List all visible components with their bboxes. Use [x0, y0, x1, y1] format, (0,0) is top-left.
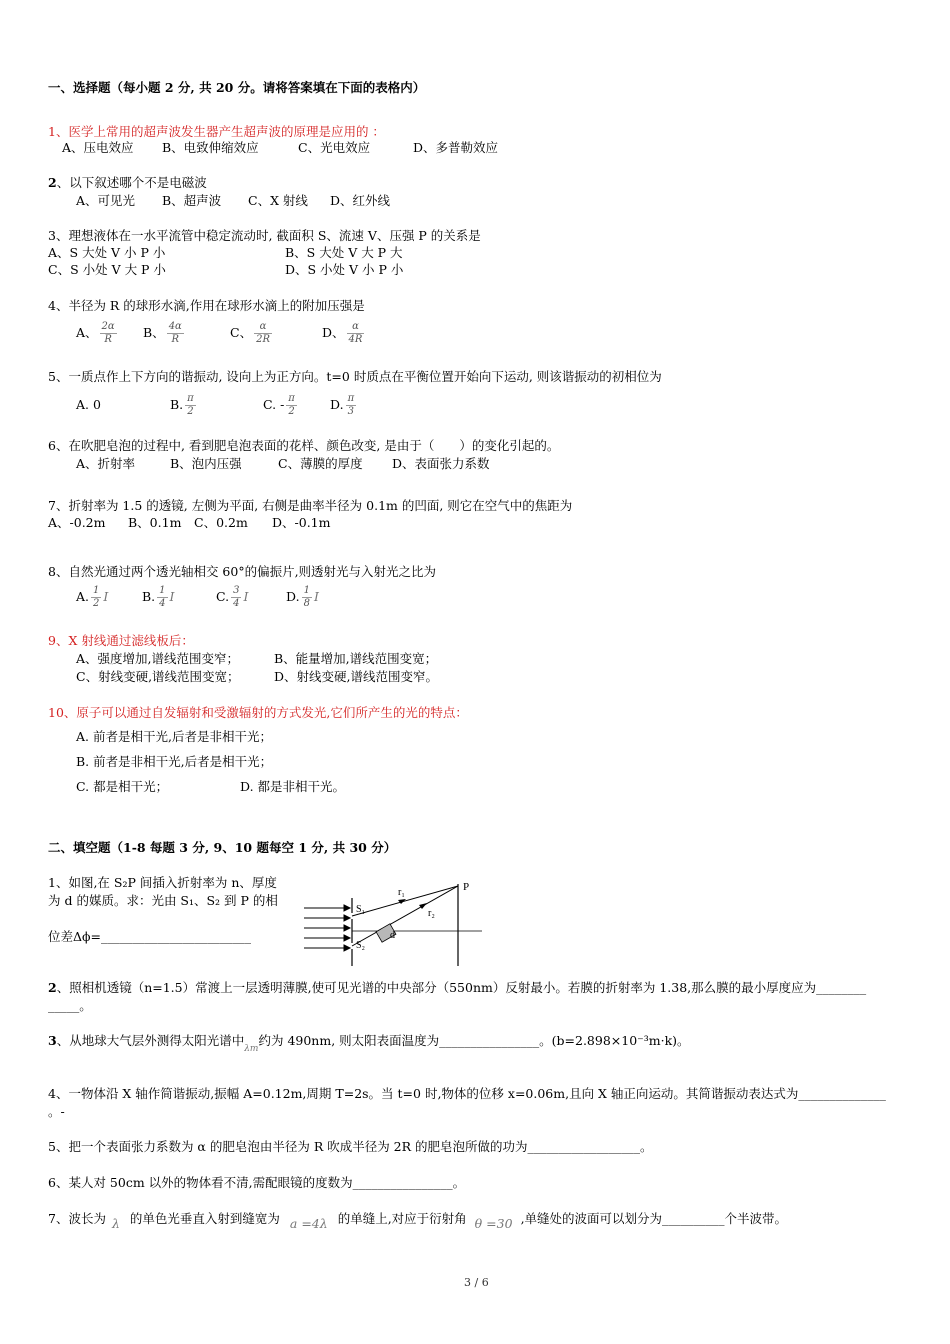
f3-number: 3 [48, 1033, 57, 1048]
f4-line2: 。- [48, 1104, 65, 1119]
q1-option-d: D、多普勒效应 [413, 140, 499, 155]
q1-option-b: B、电致伸缩效应 [162, 140, 259, 155]
q2-option-b: B、超声波 [162, 193, 222, 208]
label-s1: S₁ [356, 904, 366, 915]
q4-b-fraction: $\frac{4\alpha}{R}$ [168, 321, 182, 345]
q6-stem: 6、在吹肥皂泡的过程中, 看到肥皂泡表面的花样、颜色改变, 是由于（ ）的变化引起的。 [48, 438, 560, 453]
q3-option-b: B、S 大处 V 大 P 大 [285, 245, 403, 260]
q5-option-c: C. - $\frac{\pi}{2}$ [263, 393, 295, 417]
q5-b-fraction: $\frac{\pi}{2}$ [187, 393, 194, 417]
q4-option-a: A、 $\frac{2\alpha}{R}$ [76, 321, 115, 345]
q6-option-b: B、泡内压强 [170, 456, 242, 471]
label-p: P [463, 881, 470, 893]
section1-title: 一、选择题（每小题 2 分, 共 20 分。请将答案填在下面的表格内） [48, 80, 426, 95]
incident-light-arrows [304, 905, 350, 951]
q8-option-d: D. $\frac{1}{8}$ I [286, 585, 319, 609]
q10-option-d: D. 都是非相干光。 [240, 779, 346, 794]
q2-stem [48, 175, 207, 191]
q8-option-a: A. $\frac{1}{2}$ I [76, 585, 109, 609]
ray-r1 [352, 886, 458, 916]
q9-option-a: A、强度增加,谱线范围变窄； [76, 651, 240, 666]
f3-lambda-m: λm [244, 1044, 259, 1054]
q4-option-d: D、 $\frac{\alpha}{4R}$ [322, 321, 363, 345]
q4-d-fraction: $\frac{\alpha}{4R}$ [348, 321, 363, 345]
q5-d-fraction: $\frac{\pi}{3}$ [347, 393, 355, 417]
label-r2: r₂ [428, 908, 435, 919]
q7-option-b: B、0.1m [128, 515, 182, 530]
f6-line: 6、某人对 50cm 以外的物体看不清,需配眼镜的度数为________________。 [48, 1175, 466, 1190]
q9-option-b: B、能量增加,谱线范围变宽； [274, 651, 438, 666]
q4-c-fraction: $\frac{\alpha}{2R}$ [256, 321, 270, 345]
q3-option-c: C、S 小处 V 大 P 小 [48, 262, 166, 277]
f5-line: 5、把一个表面张力系数为 α 的肥皂泡由半径为 R 吹成半径为 2R 的肥皂泡所做的功为__________________。 [48, 1139, 653, 1154]
q3-stem: 3、理想液体在一水平流管中稳定流动时, 截面积 S、流速 V、压强 P 的关系是 [48, 228, 481, 243]
label-r1: r₁ [398, 887, 405, 898]
q8-stem: 8、自然光通过两个透光轴相交 60°的偏振片,则透射光与入射光之比为 [48, 564, 437, 579]
q7-option-d: D、-0.1m [272, 515, 331, 530]
q2-option-c: C、X 射线 [248, 193, 308, 208]
page-number: 3 / 6 [464, 1276, 489, 1289]
q5-c-fraction: $\frac{\pi}{2}$ [288, 393, 295, 417]
q4-option-c: C、 $\frac{\alpha}{2R}$ [230, 321, 270, 345]
q1-stem: 1、医学上常用的超声波发生器产生超声波的原理是应用的 ： [48, 124, 385, 139]
q4-a-fraction: $\frac{2\alpha}{R}$ [101, 321, 115, 345]
q8-d-fraction: $\frac{1}{8}$ [303, 585, 310, 609]
f7-line: 7、波长为 λ 的单色光垂直入射到缝宽为 a =4λ 的单缝上,对应于衍射角 θ =30 ,单缝处的波面可以划分为__________个半波带。 [48, 1211, 788, 1231]
f1-line3: 位差Δϕ=________________________ [48, 929, 252, 944]
f7-angle: θ =30 [474, 1216, 513, 1231]
f2-number: 2 [48, 980, 57, 995]
q9-option-d: D、射线变硬,谱线范围变窄。 [274, 669, 438, 684]
q1-option-a: A、压电效应 [62, 140, 134, 155]
q9-stem: 9、X 射线通过滤线板后： [48, 633, 194, 648]
q1-option-c: C、光电效应 [298, 140, 371, 155]
q9-option-c: C、射线变硬,谱线范围变宽； [76, 669, 240, 684]
q3-option-a: A、S 大处 V 小 P 小 [48, 245, 166, 260]
q5-option-b: B. $\frac{\pi}{2}$ [170, 393, 194, 417]
q2-option-d: D、红外线 [330, 193, 391, 208]
q7-option-c: C、0.2m [194, 515, 248, 530]
label-d: d [390, 930, 395, 941]
f7-slit-width: a =4λ [289, 1216, 328, 1231]
q8-option-b: B. $\frac{1}{4}$ I [142, 585, 175, 609]
q10-option-a: A. 前者是相干光,后者是非相干光； [76, 729, 272, 744]
q8-a-fraction: $\frac{1}{2}$ [93, 585, 100, 609]
f2-line2: _____。 [48, 998, 92, 1013]
ray-r2 [352, 886, 458, 946]
f1-figure-diagram [300, 872, 485, 972]
f2-text: 、照相机透镜（n=1.5）常渡上一层透明薄膜,使可见光谱的中央部分（550nm）反射最小。若膜的折射率为 1.38,那么膜的最小厚度应为________ [56, 980, 867, 995]
q3-option-d: D、S 小处 V 小 P 小 [285, 262, 404, 277]
q7-stem: 7、折射率为 1.5 的透镜, 左侧为平面, 右侧是曲率半径为 0.1m 的凹面, 则它在空气中的焦距为 [48, 498, 573, 513]
q2-number: 2 [48, 175, 57, 190]
f4-line1: 4、一物体沿 X 轴作简谐振动,振幅 A=0.12m,周期 T=2s。当 t=0 时,物体的位移 x=0.06m,且向 X 轴正向运动。其简谐振动表达式为______________ [48, 1086, 886, 1101]
f1-line2: 为 d 的媒质。求：光由 S₁、S₂ 到 P 的相 [48, 893, 278, 908]
q4-option-b: B、 $\frac{4\alpha}{R}$ [143, 321, 182, 345]
q6-option-d: D、表面张力系数 [392, 456, 490, 471]
f1-line1: 1、如图,在 S₂P 间插入折射率为 n、厚度 [48, 875, 277, 890]
q5-option-d: D. $\frac{\pi}{3}$ [330, 393, 355, 417]
q6-option-c: C、薄膜的厚度 [278, 456, 363, 471]
q8-b-fraction: $\frac{1}{4}$ [159, 585, 166, 609]
q5-stem: 5、一质点作上下方向的谐振动, 设向上为正方向。t=0 时质点在平衡位置开始向下运动, 则该谐振动的初相位为 [48, 369, 662, 384]
f2-line1 [48, 980, 866, 996]
ray-r2-arrow [419, 903, 427, 909]
f3-line: 3、从地球大气层外测得太阳光谱中$_{\lambda m}$约为 490nm, 则太阳表面温度为________________。(b=2.898×10⁻³m·k)。 [48, 1033, 690, 1054]
q2-stem-text: 、以下叙述哪个不是电磁波 [56, 175, 207, 190]
q10-stem: 10、原子可以通过自发辐射和受激辐射的方式发光,它们所产生的光的特点： [48, 705, 468, 720]
q5-option-a: A. 0 [76, 397, 101, 412]
q2-option-a: A、可见光 [76, 193, 136, 208]
q7-option-a: A、-0.2m [48, 515, 106, 530]
section2-title: 二、填空题（1-8 每题 3 分, 9、10 题每空 1 分, 共 30 分） [48, 840, 397, 855]
f7-lambda: λ [111, 1216, 120, 1231]
q10-option-b: B. 前者是非相干光,后者是相干光； [76, 754, 273, 769]
q10-option-c: C. 都是相干光； [76, 779, 169, 794]
label-s2: S₂ [356, 940, 366, 951]
q8-option-c: C. $\frac{3}{4}$ I [216, 585, 249, 609]
q6-option-a: A、折射率 [76, 456, 136, 471]
q8-c-fraction: $\frac{3}{4}$ [233, 585, 240, 609]
q4-stem: 4、半径为 R 的球形水滴,作用在球形水滴上的附加压强是 [48, 298, 365, 313]
